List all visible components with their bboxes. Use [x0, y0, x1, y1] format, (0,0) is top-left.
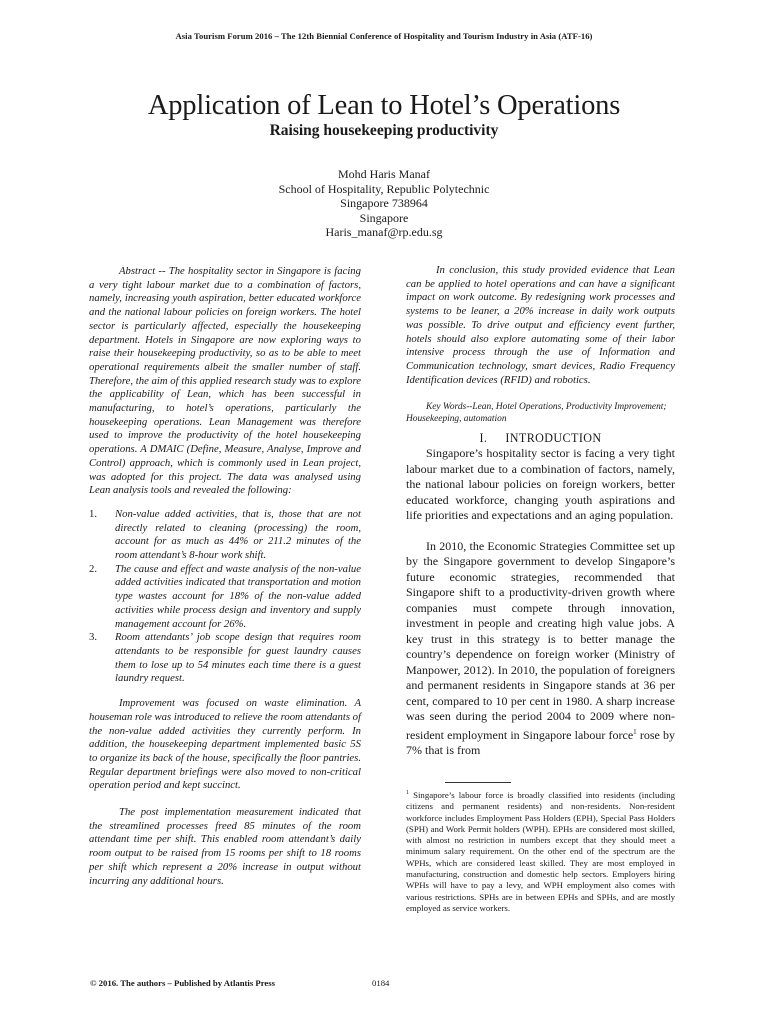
author-affiliation: School of Hospitality, Republic Polytechnic [278, 181, 490, 196]
right-column [406, 264, 675, 759]
footnote-reference: 1 [633, 727, 637, 736]
finding-text: The cause and effect and waste analysis of the non-value added activities indicated that transportation and motion type wastes account for 18% of the non-value added activities while process design and inventory and supply management account for 26%. [115, 562, 361, 630]
abstract-conclusion: In conclusion, this study provided evidence that Lean can be applied to hotel operations and can have a significant impact on work outcome. By redesigning work processes and systems to be leaner, a 20% increase in daily work outputs was possible. To drive output and efficiency event further, hotels should also explore automating some of their labor intensive process through the use of Information and Communication technology, smart devices, Radio Frequency Identification devices (RFID) and robotics. [406, 264, 675, 386]
finding-item [89, 508, 361, 563]
intro-paragraph-2-text: In 2010, the Economic Strategies Committee set up by the Singapore government to develop Singapore’s future economic strategies, recommended that Singapore shift to a productivity-driven growth where companies must compete through innovation, investment in people and creating high value jobs. A key trust in this strategy is to better manage the country’s dependence on foreign worker (Ministry of Manpower, 2012). In 2010, the population of foreigners and permanent residents in Singapore stands at 36 per cent, compared to 10 per cent in 1980. A sharp increase was seen during the period 2004 to 2009 where non-resident employment in Singapore labour force [406, 538, 675, 742]
finding-number: 2. [89, 562, 98, 575]
author-country: Singapore [359, 210, 409, 225]
finding-number: 1. [89, 507, 98, 520]
paper-subtitle: Raising housekeeping productivity [269, 122, 499, 139]
author-postal: Singapore 738964 [340, 196, 428, 211]
section-title: INTRODUCTION [505, 431, 602, 446]
section-numeral: I. [479, 431, 488, 446]
abstract-improvement: Improvement was focused on waste elimination. A houseman role was introduced to relieve the room attendants of the non-value added activities they currently perform. In addition, the housekeeping department implemented basic 5S to organize its back of the house, specifically the floor pantries. Regular department briefings were also moved to non-critical operation period and kept succinct. [89, 697, 361, 792]
copyright-footer: © 2016. The authors – Published by Atlantis Press [90, 978, 276, 988]
intro-paragraph-2-continued: rose by 7% that is from [406, 727, 676, 758]
findings-list [89, 508, 361, 686]
abstract-post-implementation: The post implementation measurement indicated that the streamlined processes freed 85 minutes of the room attendant time per shift. This enabled room attendant’s daily room output to be raised from 15 rooms per shift to 18 rooms per shift which represent a 20% increase in output without incurring any additional hours. [89, 806, 361, 887]
keywords: Key Words--Lean, Hotel Operations, Productivity Improvement; Housekeeping, automation [406, 402, 667, 425]
intro-paragraph-2 [406, 539, 675, 759]
footnote-text: Singapore’s labour force is broadly classified into residents (including citizens and permanent residents) and non-residents. Non-resident workforce includes Employment Pass Holders (EPH), Special Pass Holders (SPH) and Work Permit holders (WPH). EPHs are considered most skilled, with almost no restriction in numbers except that they should meet a minimum salary requirement. On the other end of the spectrum are the WPHs, which are considered least skilled. They are most employed in manufacturing, construction and domestic help sectors. Employers hiring WPHs will have to pay a levy, and WPH employment also comes with various restrictions. SPHs are in between EPHs and SPHs, and are mostly employed as service workers. [406, 789, 675, 913]
author-name: Mohd Haris Manaf [338, 167, 430, 181]
paper-title: Application of Lean to Hotel’s Operations [147, 90, 621, 121]
footnote-divider [445, 782, 511, 783]
left-column [89, 265, 361, 888]
abstract-intro: Abstract -- The hospitality sector in Singapore is facing a very tight labour market due to a combination of factors, namely, increasing youth aspiration, better educated workforce and the national labour policies on foreign workers. The hotel sector is particularly affected, especially the housekeeping department. Hotels in Singapore are now exploring ways to raise their housekeeping productivity, so as to be able to meet operational requirements albeit the smaller number of staff. Therefore, the aim of this applied research study was to explore the applicability of Lean, which has been successful in manufacturing, to hotel’s operations, particularly the housekeeping operations. Lean Management was therefore used to improve the productivity of the hotel housekeeping operations. A DMAIC (Define, Measure, Analyse, Improve and Control) approach, which is commonly used in Lean project, was adopted for this project. The data was analysed using Lean analysis tools and revealed the following: [89, 265, 361, 497]
footnote-marker: 1 [406, 790, 409, 796]
page-number: 0184 [372, 978, 390, 988]
finding-text: Room attendants’ job scope design that requires room attendants to be responsible for guest laundry causes them to lose up to 54 minutes each time there is a guest laundry request. [115, 631, 361, 685]
intro-paragraph-1: Singapore’s hospitality sector is facing a very tight labour market due to a combination of factors, namely, the national labour policies on foreign workers, better educated workforce, changing youth aspirations and life priorities and expectations and an aging population. [406, 446, 675, 523]
footnote [406, 788, 675, 914]
finding-number: 3. [89, 631, 98, 644]
author-email: Haris_manaf@rp.edu.sg [325, 225, 443, 240]
running-header: Asia Tourism Forum 2016 – The 12th Biennial Conference of Hospitality and Tourism Industry in Asia (ATF-16) [175, 31, 593, 41]
author-block [0, 167, 768, 240]
finding-text: Non-value added activities, that is, those that are not directly related to cleaning (processing) the room, account for as much as 44% or 211.2 minutes of the room attendant’s 8-hour work shift. [115, 507, 361, 562]
finding-item [89, 631, 361, 686]
finding-item [89, 563, 361, 632]
section-heading [406, 432, 675, 446]
